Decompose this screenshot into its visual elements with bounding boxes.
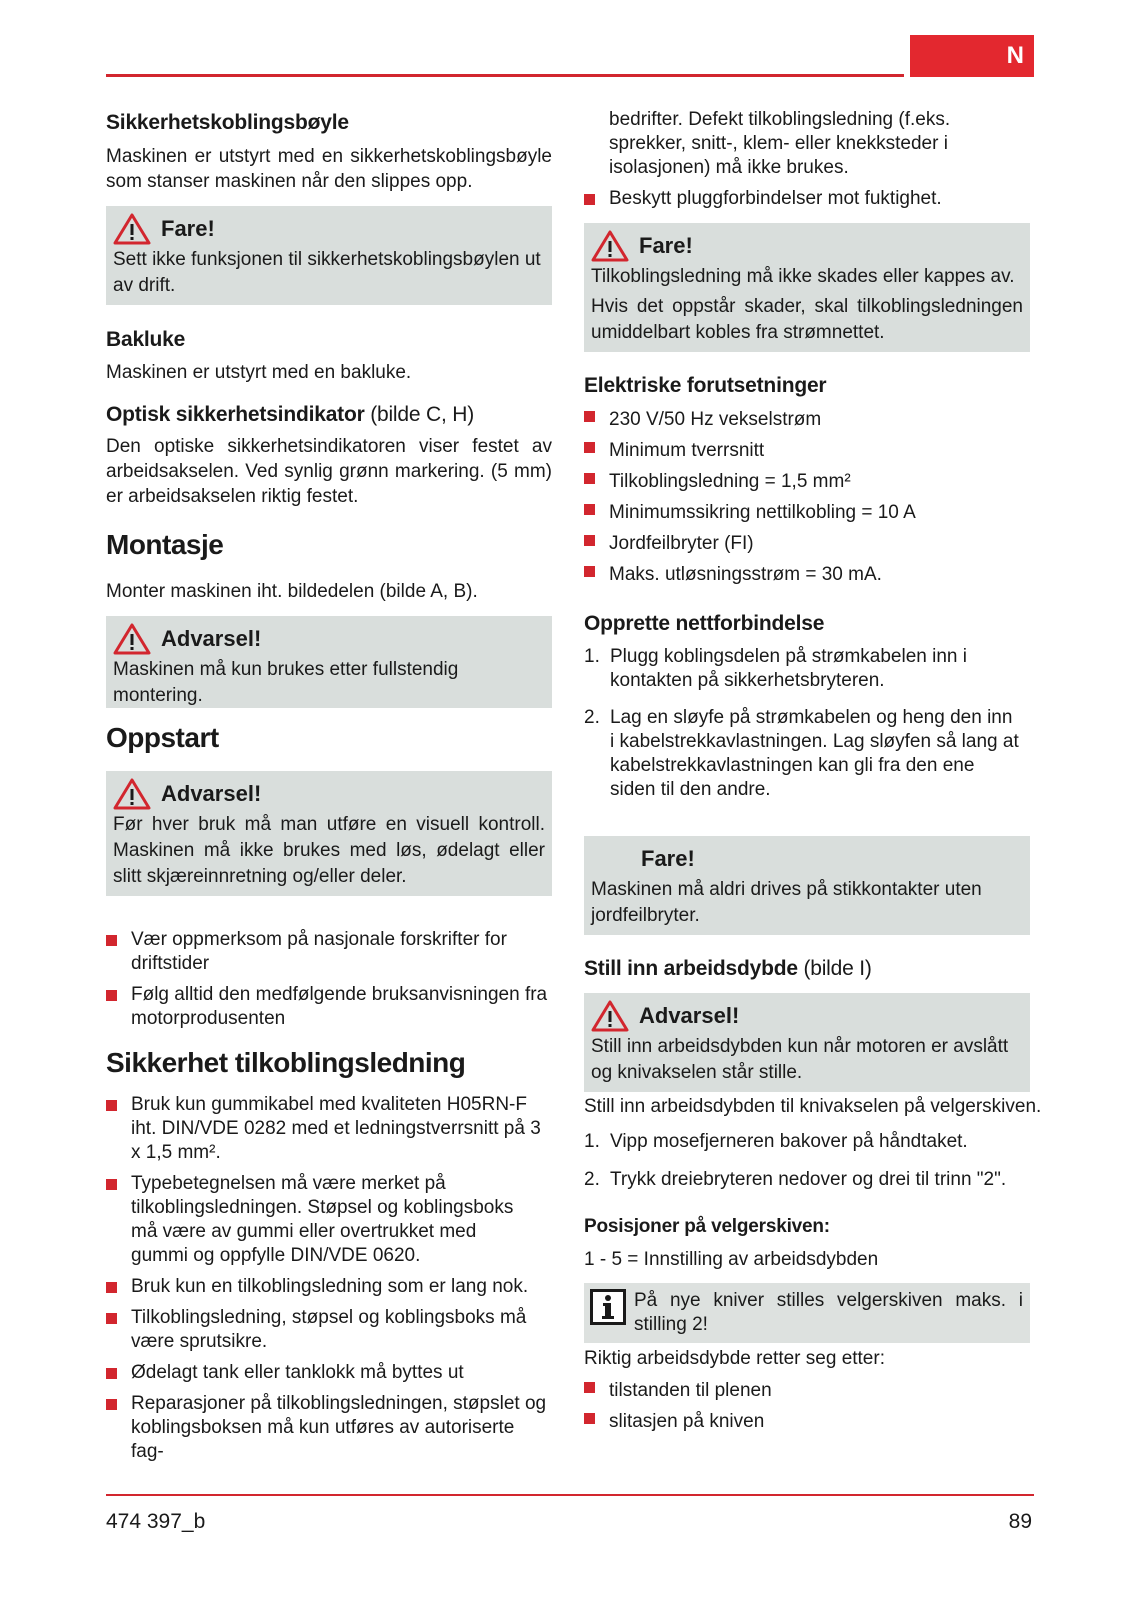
list-item: Minimum tverrsnitt — [584, 435, 1030, 466]
page-number: 89 — [1008, 1510, 1032, 1533]
list-item: Tilkoblingsledning = 1,5 mm² — [584, 466, 1030, 497]
warning-triangle-icon — [591, 1000, 629, 1032]
warning-triangle-icon — [113, 778, 151, 810]
continued-text: bedrifter. Defekt tilkoblingsledning (f.eks. sprekker, snitt-, klem- eller knekksteder i isolasjonen) må ikke brukes. — [609, 109, 951, 178]
section-title: Optisk sikkerhetsindikator (bilde C, H) — [106, 403, 474, 426]
list-item: Maks. utløsningsstrøm = 30 mA. — [584, 559, 1030, 590]
warning-triangle-icon — [591, 230, 629, 262]
danger-box — [584, 836, 1030, 935]
warning-title: Advarsel! — [639, 1003, 740, 1028]
warning-title: Advarsel! — [161, 626, 262, 651]
danger-text: Tilkoblingsledning må ikke skades eller kappes av. — [591, 266, 1015, 287]
list-item: Reparasjoner på tilkoblingsledningen, støpslet og koblingsboksen må kun utføres av autoriserte fag- — [106, 1392, 552, 1464]
numbered-list — [584, 1130, 1030, 1192]
danger-title: Fare! — [639, 233, 693, 258]
section-title: Elektriske forutsetninger — [584, 374, 827, 397]
numbered-list — [584, 645, 1030, 802]
section-title: Still inn arbeidsdybde (bilde I) — [584, 957, 872, 980]
section-title: Opprette nettforbindelse — [584, 612, 825, 635]
danger-text: Hvis det oppstår skader, skal tilkoblingsledningen umiddelbart kobles fra strømnettet. — [591, 296, 1023, 343]
chapter-title: Oppstart — [106, 722, 219, 753]
section-text: Monter maskinen iht. bildedelen (bilde A, B). — [106, 581, 478, 602]
section-text: Riktig arbeidsdybde retter seg etter: — [584, 1348, 885, 1369]
list-item: Tilkoblingsledning, støpsel og koblingsboks må være sprutsikre. — [106, 1306, 552, 1354]
bullet-list — [106, 928, 552, 1031]
bullet-list — [584, 187, 1030, 211]
list-item: Følg alltid den medfølgende bruksanvisningen fra motorprodusenten — [106, 983, 552, 1031]
footer-rule — [106, 1494, 1034, 1496]
section-text: Den optiske sikkerhetsindikatoren viser festet av arbeidsakselen. Ved synlig grønn markering. (5 mm) er arbeidsakselen riktig festet. — [106, 436, 552, 507]
bullet-list — [584, 404, 1030, 590]
list-item: 1. Plugg koblingsdelen på strømkabelen inn i kontakten på sikkerhetsbryteren. — [584, 646, 967, 691]
warning-triangle-icon — [113, 213, 151, 245]
info-text: På nye kniver stilles velgerskiven maks. i stilling 2! — [634, 1290, 1023, 1335]
list-item: Typebetegnelsen må være merket på tilkoblingsledningen. Støpsel og koblingsboks må være av gummi eller overtrukket med gummi og oppfylle DIN/VDE 0620. — [106, 1172, 552, 1268]
info-icon — [590, 1289, 626, 1325]
header-rule — [106, 74, 904, 77]
section-text: 1 - 5 = Innstilling av arbeidsdybden — [584, 1249, 879, 1270]
section-title: Bakluke — [106, 328, 186, 351]
warning-title: Advarsel! — [161, 781, 262, 806]
chapter-title: Montasje — [106, 529, 224, 560]
danger-box — [584, 223, 1030, 352]
danger-title: Fare! — [161, 216, 215, 241]
danger-title: Fare! — [641, 846, 695, 871]
warning-text: Still inn arbeidsdybden kun når motoren er avslått og knivakselen står stille. — [591, 1036, 1009, 1083]
section-text: Still inn arbeidsdybden til knivakselen på velgerskiven. — [584, 1096, 1042, 1117]
list-item: slitasjen på kniven — [584, 1406, 1030, 1437]
list-item: 230 V/50 Hz vekselstrøm — [584, 404, 1030, 435]
chapter-title: Sikkerhet tilkoblingsledning — [106, 1047, 466, 1078]
list-item: 2. Trykk dreiebryteren nedover og drei til trinn "2". — [584, 1169, 1007, 1190]
list-item: Bruk kun gummikabel med kvaliteten H05RN-F iht. DIN/VDE 0282 med et ledningstverrsnitt på 3 x 1,5 mm². — [106, 1093, 552, 1165]
bullet-list — [106, 1093, 552, 1464]
section-text: Maskinen er utstyrt med en bakluke. — [106, 362, 412, 383]
danger-text: Sett ikke funksjonen til sikkerhetskoblingsbøylen ut av drift. — [113, 249, 541, 296]
info-box — [584, 1283, 1030, 1343]
list-item: Vær oppmerksom på nasjonale forskrifter for driftstider — [106, 928, 552, 976]
left-column — [106, 108, 552, 1464]
list-item: Minimumssikring nettilkobling = 10 A — [584, 497, 1030, 528]
list-item: tilstanden til plenen — [584, 1375, 1030, 1406]
warning-box — [106, 771, 552, 896]
list-item: Bruk kun en tilkoblingsledning som er lang nok. — [106, 1275, 552, 1299]
warning-text: Maskinen må kun brukes etter fullstendig montering. — [113, 659, 459, 706]
bullet-list — [584, 1375, 1030, 1437]
danger-text: Maskinen må aldri drives på stikkontakter uten jordfeilbryter. — [591, 879, 982, 926]
warning-box — [106, 616, 552, 708]
warning-box — [584, 993, 1030, 1092]
danger-box — [106, 206, 552, 305]
warning-text: Før hver bruk må man utføre en visuell kontroll. Maskinen må ikke brukes med løs, ødelagt eller slitt skjæreinnretning og/eller deler. — [113, 814, 545, 887]
list-item: Jordfeilbryter (FI) — [584, 528, 1030, 559]
section-title: Sikkerhetskoblingsbøyle — [106, 111, 349, 134]
right-column — [584, 108, 1042, 1437]
language-tab: N — [910, 35, 1034, 77]
warning-triangle-icon — [113, 623, 151, 655]
section-title: Posisjoner på velgerskiven: — [584, 1216, 830, 1237]
doc-number: 474 397_b — [106, 1510, 206, 1533]
list-item: 2. Lag en sløyfe på strømkabelen og heng den inn i kabelstrekkavlastningen. Lag sløyfen så lang at kabelstrekkavlastningen kan gli fra den ene siden til den andre. — [584, 707, 1019, 800]
list-item: Beskytt pluggforbindelser mot fuktighet. — [584, 187, 1030, 211]
list-item: Ødelagt tank eller tanklokk må byttes ut — [106, 1361, 552, 1385]
section-text: Maskinen er utstyrt med en sikkerhetskoblingsbøyle som stanser maskinen når den slippes opp. — [106, 146, 552, 192]
list-item: 1. Vipp mosefjerneren bakover på håndtaket. — [584, 1131, 968, 1152]
